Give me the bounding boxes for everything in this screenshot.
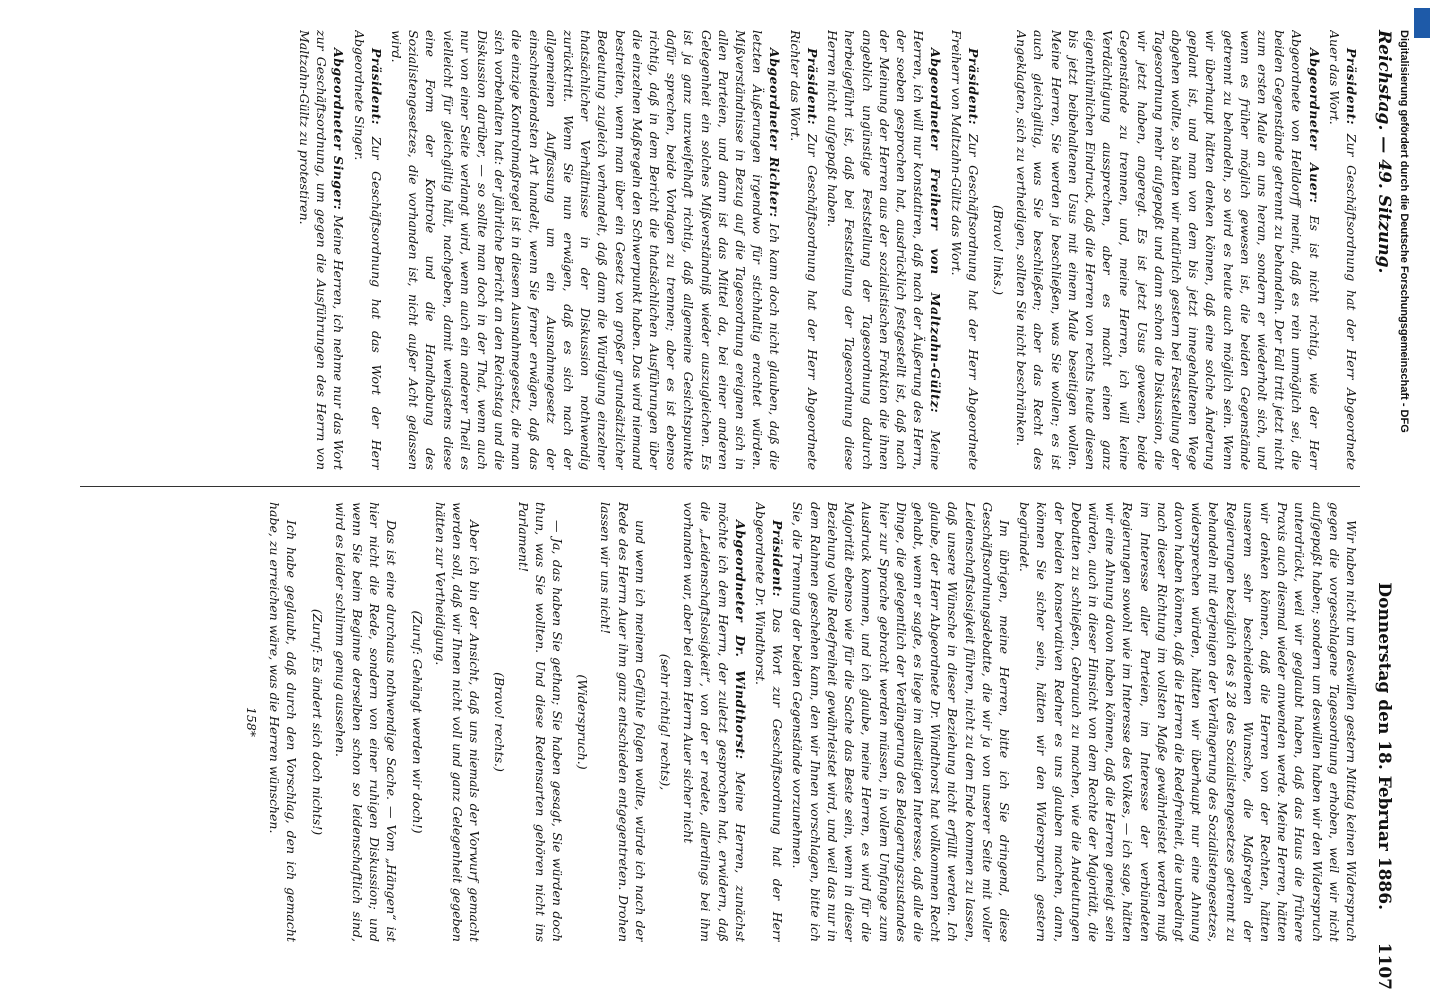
speech-text: Aber ich bin der Ansicht, daß uns niemals der Vorwurf gemacht werden soll, daß wir Ihnen nicht voll und ganz Gelegenheit gegeben hätten zur Vertheidigung. [432,502,483,942]
speech-paragraph [332,502,401,942]
speech-paragraph [947,30,981,470]
stage-direction: (sehr richtig! rechts), [658,653,674,791]
speech-paragraph [680,502,749,942]
speech-text: Das Wort zur Geschäftsordnung hat der Herr Abgeordnete Dr. Windthorst. [753,502,786,942]
digitization-note: Digitalisierung gefördert durch die Deutsche Forschungsgemeinschaft - DFG [1398,30,1410,433]
rotated-document [20,30,1400,990]
speech-text: Meine Herren, ich will nur konstatiren, daß nach der Äußerung des Herrn, der soeben gesprochen hat, ausdrücklich festgestellt ist, daß nach der Meinung der Herren aus der sozialistischen Fraktion die ihnen angeblich ungünstige Feststellung der Tagesordnung dadurch herbeigeführt ist, daß bei Feststellung der Tagesordnung diese Herren nicht aufgepaßt haben. [825,30,944,470]
speaker-name: Abgeordneter Richter: [767,48,783,218]
speaker-name: Abgeordneter Dr. Windthorst: [732,520,748,760]
speech-paragraph [388,30,784,470]
speaker-name: Präsident: [965,48,981,126]
speech-paragraph [1016,502,1360,942]
speech-paragraph [1326,30,1360,470]
speaker-name: Abgeordneter Freiherr von Maltzahn-Gültz: [928,48,944,414]
header-date: Donnerstag den 18. Februar 1886. [1374,582,1394,910]
stage-direction: (Widerspruch.) [575,674,591,770]
stage-direction: (Zuruf: Es ändert sich doch nichts!) [309,608,325,836]
speech-paragraph [789,502,1013,942]
speech-text: Ich habe geglaubt, daß durch den Vorschlag, den ich gemacht habe, zu erreichen wäre, was die Herren wünschen. [267,502,300,942]
right-column [40,502,1360,942]
speech-paragraph [514,502,566,942]
speaker-name: Abgeordneter Auer: [1306,48,1322,204]
speaker-name: Abgeordneter Singer: [331,48,347,211]
column-divider [80,486,1360,487]
left-column [40,30,1360,470]
speech-paragraph [1013,30,1323,470]
dfg-logo-badge [1414,8,1430,38]
speech-paragraph [296,30,348,470]
speaker-name: Präsident: [804,48,820,126]
speech-text: Zur Geschäftsordnung hat der Herr Abgeordnete Freiherr von Maltzahn-Gültz das Wort. [948,30,981,470]
speaker-name: Präsident: [1344,48,1359,126]
speaker-name: Präsident: [770,520,786,598]
speech-text: Zur Geschäftsordnung hat der Herr Abgeordnete Richter das Wort. [787,30,820,470]
speaker-name: Präsident: [368,48,384,126]
speech-paragraph [597,502,649,942]
speech-paragraph [432,502,484,942]
header-session: Reichstag. — 49. Sitzung. [1374,30,1394,274]
stage-direction: 158* [244,706,260,738]
speech-text: Meine Herren, zunächst möchte ich dem Herrn, der zuletzt gesprochen hat, erwidern, daß die „Leidenschaftslosigkeit“, von der er redete, allerdings bei ihm vorhanden war, aber bei dem Herrn Auer sicher nicht [681,502,748,942]
speech-paragraph [350,30,384,470]
stage-direction: (Bravo! links.) [990,205,1006,295]
speech-text: Im übrigen, meine Herren, bitte ich Sie dringend, diese Geschäftsordnungsdebatte, die wir ja von unserer Seite mit voller Leidenschaftslosigkeit führen, nicht zu dem Ende kommen zu lassen, daß unsere Wünsche in dieser Beziehung nicht erfüllt werden. Ich glaube, der Herr Abgeordnete Dr. Windthorst hat vollkommen Recht gehabt, wenn er sagte, es liege im allseitigen Interesse, daß alle die Dinge, die gelegentlich der Verlängerung des Belagerungszustandes hier zur Sprache gebracht werden müssen, in vollem Umfange zum Ausdruck kommen, und ich glaube, meine Herren, es wird für die Majorität ebenso wie für die Sache das Beste sein, wenn in dieser Beziehung volle Redefreiheit gewährleistet wird, und weil das nur in dem Rahmen geschehen kann, den wir Ihnen vorschlagen, bitte ich Sie, die Trennung der beiden Gegenstände vorzunehmen. [790,502,1012,942]
stage-direction: (Zuruf: Gehängt werden wir doch!) [409,610,425,834]
speech-text: Meine Herren, ich nehme nur das Wort zur Geschäftsordnung, um gegen die Ausführungen des Herrn von Maltzahn-Gültz zu protestiren. [297,30,347,470]
speech-paragraph [824,30,944,470]
speech-text: Ich kann doch nicht glauben, daß die letzten Äußerungen irgendwo für stichhaltig erachtet würden. Mißverständnisse in Bezug auf die Tagesordnung ereignen sich in allen Parteien, und dann ist das Mittel da, bei einer anderen Gelegenheit ein solches Mißverständniß wieder auszugleichen. Es ist ja ganz unzweifelhaft richtig, daß allgemeine Gesichtspunkte dafür sprechen, beide Vorlagen zu trennen; aber es ist ebenso richtig, daß in dem Bericht die thatsächlichen Ausführungen über die einzelnen Maßregeln den Schwerpunkt haben. Das wird niemand bestreiten, wenn man über ein Gesetz von großer grundsätzlicher Bedeutung zugleich verhandelt, daß dann die Würdigung einzelner thatsächlicher Verhältnisse in der Diskussion nothwendig zurücktritt. Wenn Sie nun erwägen, daß es sich nach der allgemeinen Auffassung um ein Ausnahmegesetz der einschneidendsten Art handelt, wenn Sie ferner erwägen, daß das die einzige Kontrolmaßregel ist in diesem Ausnahmegesetz, die man sich vorbehalten hat: der jährliche Bericht an den Reichstag und die Diskussion darüber, — so sollte man doch in der That, wenn auch nur von einer Seite verlangt wird, wenn auch ein anderer Theil es vielleicht für gleichgiltig hält, nachgeben, damit wenigstens diese eine Form der Kontrole und die Handhabung des Sozialistengesetzes, die vorhanden ist, nicht außer Acht gelassen wird. [389,30,783,470]
speech-text: Zur Geschäftsordnung hat der Herr Abgeordnete Auer das Wort. [1326,30,1359,470]
speech-text: Das ist eine durchaus nothwendige Sache. — Vom „Hängen“ ist hier nicht die Rede, sondern von einer ruhigen Diskussion; und wenn Sie beim Beginne derselben schon so leidenschaftlich sind, wird es leider schlimm genug aussehen. [332,502,400,942]
page-number: 1107 [1374,942,1394,990]
speech-text: Es ist nicht richtig, wie der Herr Abgeordnete von Helldorff meint, daß es rein unmöglich sei, die beiden Gegenstände getrennt zu behandeln. Der Fall tritt jetzt nicht zum ersten Male an uns heran, sondern er wiederholt sich, und wenn es früher möglich gewesen ist, die beiden Gegenstände getrennt zu behandeln, so wird es heute auch möglich sein. Wenn wir überhaupt hätten denken können, daß eine solche Änderung geplant ist, und man von dem bis jetzt innegehaltenen Wege abgehen wollte, so hätten wir natürlich gestern bei Feststellung der Tagesordnung mehr aufgepaßt und dann schon die Diskussion, die wir jetzt haben, angeregt. Es ist jetzt Usus gewesen, beide Gegenstände zu trennen, und, meine Herren, ich will keine Verdächtigung aussprechen, aber es macht einen ganz eigenthümlichen Eindruck, daß die Herren von rechts heute diesen bis jetzt beibehaltenen Usus mit einem Male beseitigen wollen. Meine Herren, Sie werden ja beschließen, was Sie wollen; es ist auch gleichgiltig, was Sie beschließen; aber das Recht des Angeklagten, sich zu vertheidigen, sollten Sie nicht beschränken. [1014,30,1322,470]
speech-paragraph [266,502,300,942]
speech-text: Zur Geschäftsordnung hat das Wort der Herr Abgeordnete Singer. [351,30,384,470]
speech-paragraph [787,30,821,470]
speech-text: — Ja, das haben Sie gethan; Sie haben gesagt, Sie würden doch thun, was Sie wollten. Und diese Redensarten gehören nicht ins Parlament! [515,502,566,942]
speech-text: Wir haben nicht um deswillen gestern Mittag keinen Widerspruch gegen die vorgeschlagene Tagesordnung erhoben, weil wir nicht aufgepaßt haben; sondern um deswillen haben wir den Widerspruch unterdrückt, weil wir geglaubt haben, daß das Haus die frühere Praxis auch diesmal wieder anwenden werde. Meine Herren, hätten wir denken können, daß die Herren von der Rechten, hätten unserem sehr bescheidenen Wunsche, die Maßregeln der Regierungen bezüglich des § 28 des Sozialistengesetzes getrennt zu behandeln mit derjenigen der Verlängerung des Sozialistengesetzes, widersprechen würden, hätten wir überhaupt nur eine Ahnung davon haben können, daß die Herren die Redefreiheit, die unbedingt nach dieser Richtung im vollsten Maße gewährleistet werden muß im Interesse aller Parteien, im Interesse der verbündeten Regierungen sowohl wie im Interesse des Volkes, — ich sage, hätten wir eine Ahnung davon haben können, daß die Herren geneigt sein würden, auch in dieser Hinsicht von dem Rechte der Majorität, die Debatten zu schließen, Gebrauch zu machen, wie die Andeutungen der beiden konservativen Redner es uns glauben machen, dann, können Sie sicher sein, hätten wir den Widerspruch gestern begründet. [1017,502,1359,942]
stage-direction: (Bravo! rechts.) [492,672,508,772]
speech-text: und wenn ich meinem Gefühle folgen wollte, würde ich nach der Rede des Herrn Auer ihm ganz entschieden entgegentreten. Drohen lassen wir uns nicht! [598,502,648,942]
speech-paragraph [752,502,786,942]
